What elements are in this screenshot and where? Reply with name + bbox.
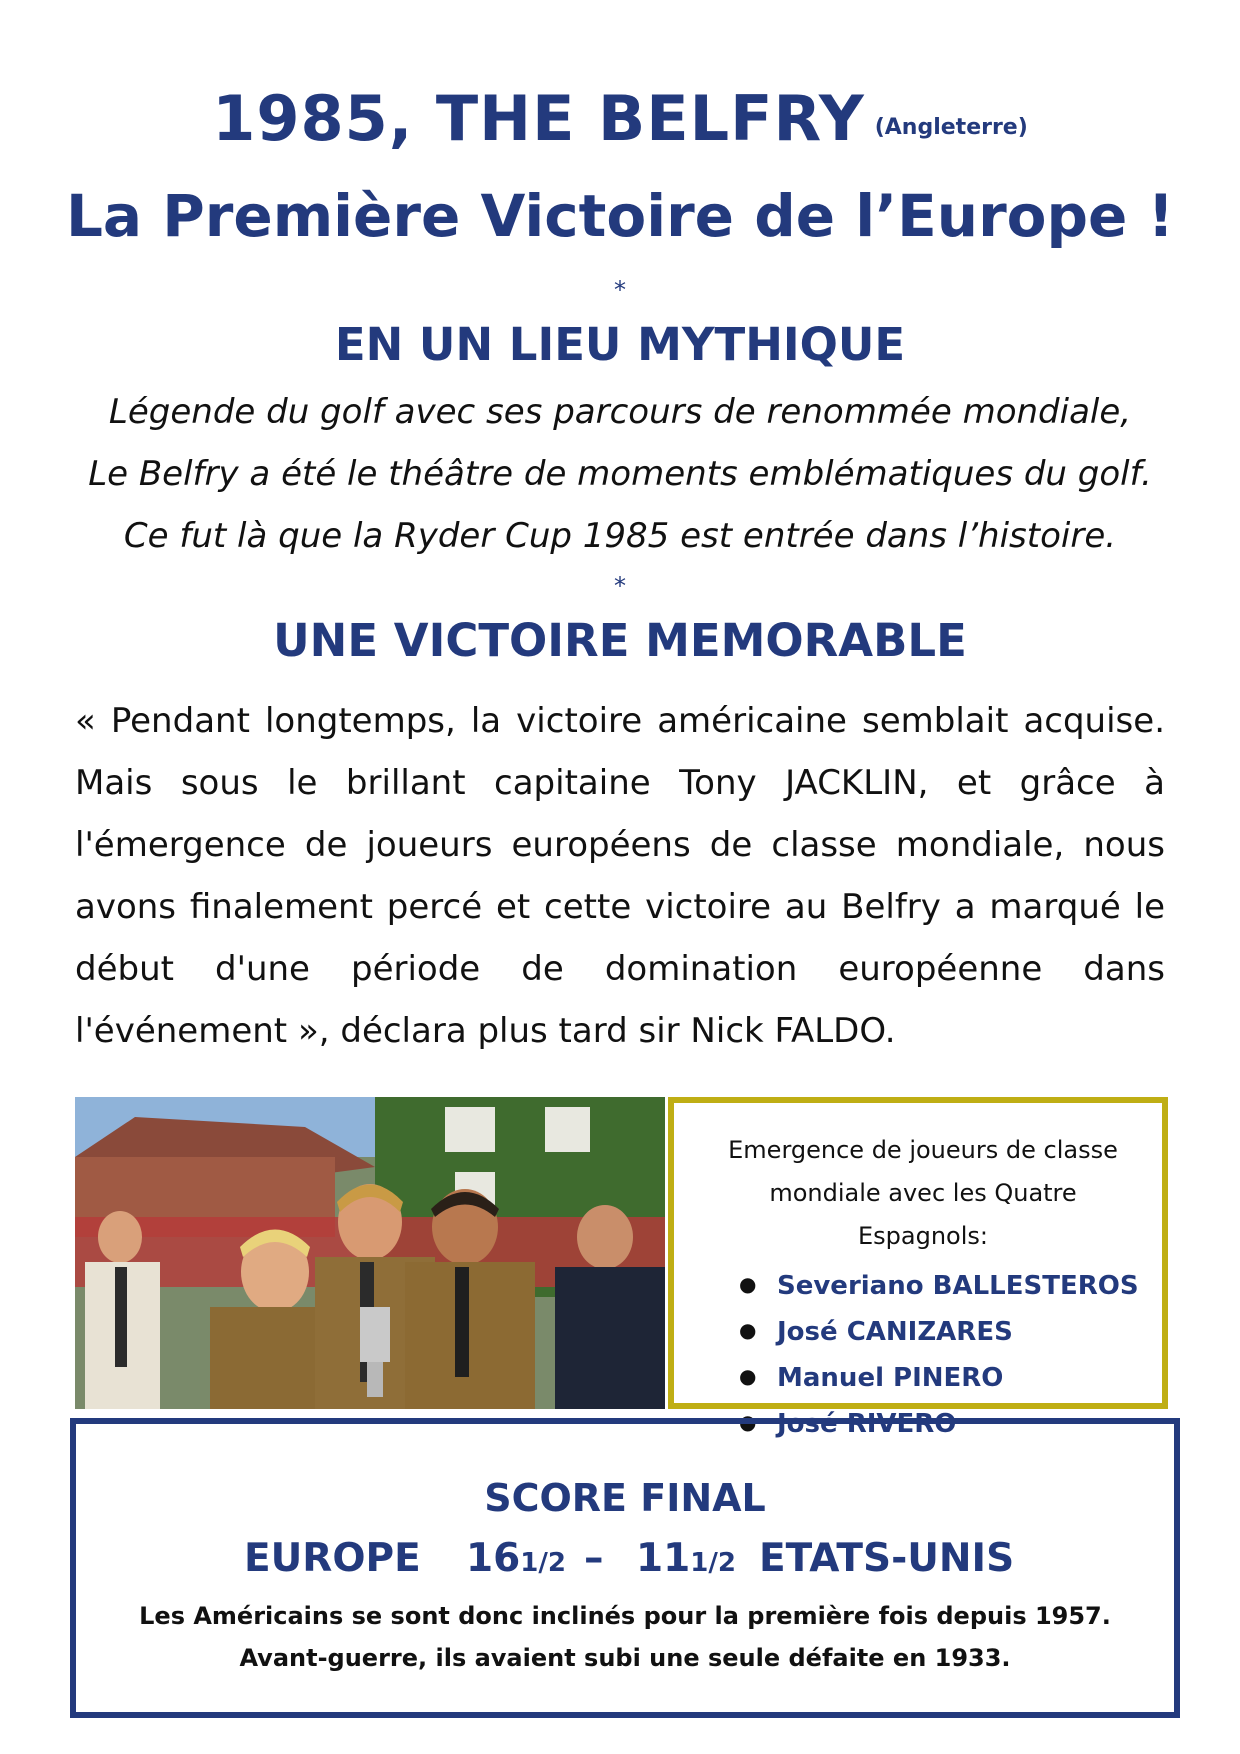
bullet-icon: ● (739, 1410, 757, 1434)
score-note-2: Avant-guerre, ils avaient subi une seule défaite en 1933. (239, 1644, 1011, 1672)
list-item (739, 1262, 1142, 1308)
score-europe-whole: 16 (466, 1536, 521, 1581)
player-name: José RIVERO (777, 1409, 957, 1439)
page-title: 1985, THE BELFRY (212, 82, 865, 155)
list-item (739, 1308, 1142, 1354)
separator-star: * (614, 572, 626, 600)
spaniards-intro-line-1: Emergence de joueurs de classe (728, 1136, 1118, 1164)
score-dash: – (584, 1536, 604, 1581)
final-score-box (70, 1418, 1180, 1718)
score-usa (636, 1536, 736, 1581)
place-line-1: Légende du golf avec ses parcours de renommée mondiale, (108, 392, 1132, 432)
bullet-icon: ● (739, 1364, 757, 1388)
score-europe (466, 1536, 566, 1581)
score-usa-fraction: 1/2 (690, 1548, 736, 1578)
list-item (739, 1354, 1142, 1400)
team-europe: EUROPE (244, 1536, 421, 1581)
section-heading-place: EN UN LIEU MYTHIQUE (334, 318, 906, 371)
faldo-quote: « Pendant longtemps, la victoire américaine semblait acquise. Mais sous le brillant capitaine Tony JACKLIN, et grâce à l'émergence de joueurs européens de classe mondiale, nous avons finalement percé et cette victoire au Belfry a marqué le début d'une période de domination européenne dans l'événement », déclara plus tard sir Nick FALDO. (75, 701, 1165, 1051)
separator-star: * (614, 276, 626, 304)
bullet-icon: ● (739, 1318, 757, 1342)
score-usa-whole: 11 (636, 1536, 691, 1581)
team-celebration-photo (75, 1097, 665, 1409)
page-subtitle: La Première Victoire de l’Europe ! (65, 182, 1175, 250)
photo-illustration (75, 1097, 665, 1409)
score-note-1: Les Américains se sont donc inclinés pour la première fois depuis 1957. (139, 1602, 1111, 1630)
title-location-note: (Angleterre) (874, 115, 1028, 140)
team-usa: ETATS-UNIS (759, 1536, 1015, 1581)
section-heading-victory: UNE VICTOIRE MEMORABLE (273, 614, 967, 667)
player-name: José CANIZARES (777, 1317, 1013, 1347)
place-line-3: Ce fut là que la Ryder Cup 1985 est entrée dans l’histoire. (123, 516, 1117, 556)
spaniards-box (668, 1097, 1168, 1439)
spaniards-intro-line-2: mondiale avec les Quatre Espagnols: (769, 1179, 1077, 1250)
place-line-2: Le Belfry a été le théâtre de moments emblématiques du golf. (88, 454, 1152, 494)
player-name: Severiano BALLESTEROS (777, 1271, 1139, 1301)
player-name: Manuel PINERO (777, 1363, 1004, 1393)
title-row (0, 82, 1240, 155)
score-europe-fraction: 1/2 (520, 1548, 566, 1578)
score-title: SCORE FINAL (484, 1476, 766, 1520)
bullet-icon: ● (739, 1272, 757, 1296)
